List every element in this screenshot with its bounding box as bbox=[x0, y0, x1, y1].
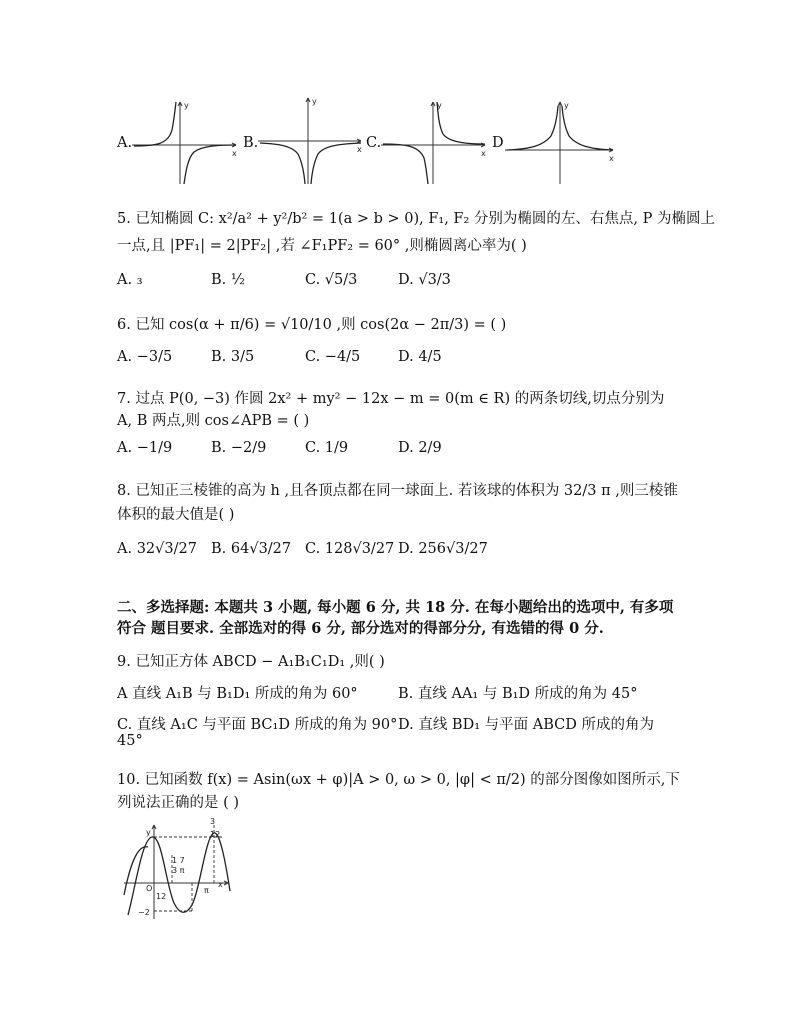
q5-option-b: B. ½ bbox=[211, 272, 245, 288]
q10-graph-origin: O bbox=[146, 884, 153, 893]
q7-option-d: D. 2/9 bbox=[398, 440, 442, 456]
q6-stem: 6. 已知 cos(α + π/6) = √10/10 ,则 cos(2α − 2π/3) = ( ) bbox=[117, 317, 507, 333]
graph-c-x-label: x bbox=[481, 149, 486, 158]
q9-stem: 9. 已知正方体 ABCD − A₁B₁C₁D₁ ,则( ) bbox=[117, 654, 385, 670]
q6-option-b: B. 3/5 bbox=[211, 349, 255, 365]
q5-option-c: C. √5/3 bbox=[305, 272, 358, 288]
q8-option-b: B. 64√3/27 bbox=[211, 541, 292, 557]
q8-option-d: D. 256√3/27 bbox=[398, 541, 488, 557]
q9-option-d-line2: 45° bbox=[117, 733, 143, 749]
graph-option-b bbox=[258, 96, 366, 186]
q10-graph-top-frac: 12 bbox=[210, 830, 221, 839]
graph-option-d bbox=[505, 100, 620, 185]
q5-option-a: A. ₃ bbox=[117, 272, 143, 288]
graph-option-c bbox=[381, 100, 491, 185]
q6-option-d: D. 4/5 bbox=[398, 349, 442, 365]
q9-option-c: C. 直线 A₁C 与平面 BC₁D 所成的角为 90° bbox=[117, 717, 398, 733]
q8-stem-line2: 体积的最大值是( ) bbox=[117, 507, 235, 523]
q5-stem-line2: 一点,且 |PF₁| = 2|PF₂| ,若 ∠F₁PF₂ = 60° ,则椭圆离心率为( ) bbox=[117, 238, 527, 254]
q10-graph-y-label: y bbox=[146, 828, 151, 837]
graph-option-c-label: C. bbox=[366, 135, 382, 151]
q10-graph-top-label: 3 bbox=[210, 817, 216, 826]
q7-option-b: B. −2/9 bbox=[211, 440, 267, 456]
q7-stem-line1: 7. 过点 P(0, −3) 作圆 2x² + my² − 12x − m = 0(m ∈ R) 的两条切线,切点分别为 bbox=[117, 391, 665, 407]
q5-stem-line1: 5. 已知椭圆 C: x²/a² + y²/b² = 1(a > b > 0), F₁, F₂ 分别为椭圆的左、右焦点, P 为椭圆上 bbox=[117, 211, 715, 227]
graph-option-a-label: A. bbox=[117, 135, 133, 151]
q10-graph-mid-frac: 1 7 bbox=[172, 856, 185, 865]
section-2-line1: 二、多选择题: 本题共 3 小题, 每小题 6 分, 共 18 分. 在每小题给出的选项中, 有多项 bbox=[117, 599, 674, 616]
q7-option-a: A. −1/9 bbox=[117, 440, 173, 456]
graph-option-d-label: D bbox=[492, 135, 504, 151]
q10-stem-line1: 10. 已知函数 f(x) = Asin(ωx + φ)|A > 0, ω > 0, |φ| < π/2) 的部分图像如图所示,下 bbox=[117, 772, 680, 788]
graph-option-a bbox=[132, 100, 242, 185]
q10-graph-right-frac: π bbox=[204, 886, 209, 895]
q10-graph-small-frac: 12 bbox=[156, 892, 167, 901]
q10-graph bbox=[122, 815, 242, 920]
q10-graph-mid-frac2: 3 π bbox=[172, 866, 185, 875]
q10-stem-line2: 列说法正确的是 ( ) bbox=[117, 795, 240, 811]
graph-d-x-label: x bbox=[609, 154, 614, 163]
graph-b-x-label: x bbox=[357, 145, 362, 154]
graph-option-b-label: B. bbox=[243, 135, 259, 151]
q9-option-a: A 直线 A₁B 与 B₁D₁ 所成的角为 60° bbox=[117, 686, 358, 702]
graph-d-y-label: y bbox=[564, 101, 569, 110]
section-2-line2: 符合 题目要求. 全部选对的得 6 分, 部分选对的得部分分, 有选错的得 0 分. bbox=[117, 620, 604, 637]
graph-a-y-label: y bbox=[184, 101, 189, 110]
q10-graph-neg-label: −2 bbox=[138, 908, 150, 917]
q8-option-a: A. 32√3/27 bbox=[117, 541, 197, 557]
q8-option-c: C. 128√3/27 bbox=[305, 541, 395, 557]
graph-c-y-label: y bbox=[437, 101, 442, 110]
q5-option-d: D. √3/3 bbox=[398, 272, 451, 288]
q9-option-b: B. 直线 AA₁ 与 B₁D 所成的角为 45° bbox=[398, 686, 638, 702]
q6-option-c: C. −4/5 bbox=[305, 349, 361, 365]
q6-option-a: A. −3/5 bbox=[117, 349, 173, 365]
q7-option-c: C. 1/9 bbox=[305, 440, 349, 456]
graph-b-y-label: y bbox=[312, 97, 317, 106]
q7-stem-line2: A, B 两点,则 cos∠APB = ( ) bbox=[117, 413, 310, 429]
q9-option-d-line1: D. 直线 BD₁ 与平面 ABCD 所成的角为 bbox=[398, 717, 654, 733]
q8-stem-line1: 8. 已知正三棱锥的高为 h ,且各顶点都在同一球面上. 若该球的体积为 32/3 π ,则三棱锥 bbox=[117, 483, 678, 499]
graph-a-x-label: x bbox=[232, 149, 237, 158]
q10-graph-x-label: x bbox=[218, 880, 223, 889]
